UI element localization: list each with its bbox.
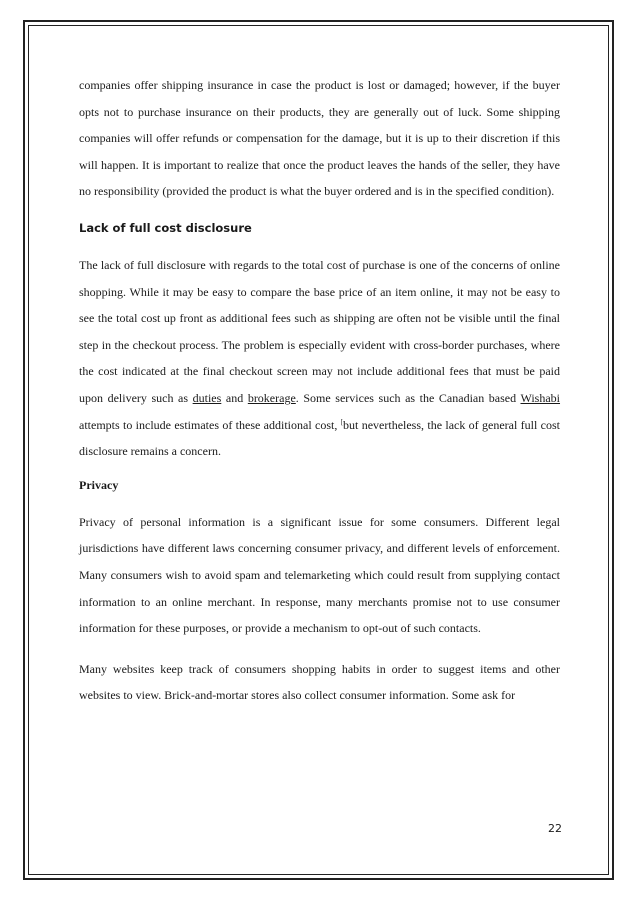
lack-text-1: The lack of full disclosure with regards to the total cost of purchase is one of the concerns of online shopping. While it may be easy to compare the base price of an item online, it may not be easy to see the total cost up front as additional fees such as shipping are often not be visible until the final step in the checkout process. The problem is especially evident with cross-border purchases, where the cost indicated at the final checkout screen may not include additional fees that must be paid upon delivery such as (79, 257, 560, 405)
lack-text-3: attempts to include estimates of these additional cost, (79, 417, 338, 432)
tracking-paragraph: Many websites keep track of consumers shopping habits in order to suggest items and other websites to view. Brick-and-mortar stores also collect consumer information. Some ask for (79, 661, 560, 703)
section-heading-privacy: Privacy (79, 477, 119, 492)
lack-text-and: and (221, 390, 248, 405)
document-body (79, 72, 560, 709)
privacy-paragraph: Privacy of personal information is a significant issue for some consumers. Different legal jurisdictions have different laws concerning consumer privacy, and different levels of enforcement. Many consumers wish to avoid spam and telemarketing which could result from supplying contact information to an online merchant. In response, many merchants promise not to use consumer information for these purposes, or provide a mechanism to opt-out of such contacts. (79, 514, 560, 636)
lack-of-disclosure-paragraph (79, 252, 560, 465)
intro-paragraph: companies offer shipping insurance in case the product is lost or damaged; however, if the buyer opts not to purchase insurance on their products, they are generally out of luck. Some shipping companies will offer refunds or compensation for the damage, but it is up to their discretion if this will happen. It is important to realize that once the product leaves the hands of the seller, they have no responsibility (provided the product is what the buyer ordered and is in the specified condition). (79, 78, 560, 199)
brokerage-link[interactable]: brokerage (247, 390, 296, 405)
wishabi-link[interactable]: Wishabi (520, 390, 561, 405)
lack-text-2: . Some services such as the Canadian based (295, 390, 521, 405)
page-number: 22 (548, 822, 562, 835)
section-heading-lack-of-disclosure: Lack of full cost disclosure (79, 220, 252, 235)
duties-link[interactable]: duties (192, 390, 222, 405)
citation-mark: [ (340, 417, 344, 426)
lack-text-4: but nevertheless, the lack of general full cost disclosure remains a concern. (79, 417, 561, 459)
